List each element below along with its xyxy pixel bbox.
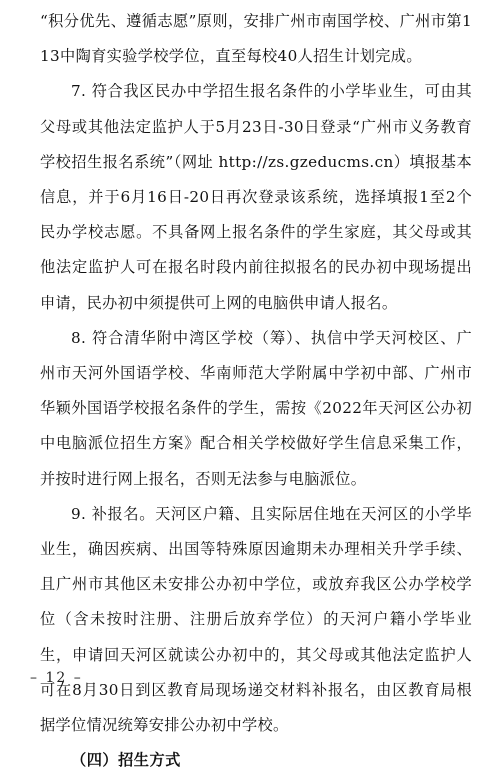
paragraph-points-priority: “积分优先、遵循志愿”原则，安排广州市南国学校、广州市第113中陶育实验学校学位，直至每校40人招生计划完成。 <box>40 12 472 66</box>
paragraph-item-7: 7. 符合我区民办中学招生报名条件的小学毕业生，可由其父母或其他法定监护人于5月23日-30日登录“广州市义务教育学校招生报名系统”（网址 http://zs.gzeducms.cn）填报基本信息，并于6月16日-20日再次登录该系统，选择填报1至2个民办学校志愿。不具备网上报名条件的学生家庭，其父母或其他法定监护人可在报名时段内前往拟报名的民办初中现场提出申请，民办初中须提供可上网的电脑供申请人报名。 <box>40 82 472 312</box>
document-body <box>40 4 472 778</box>
page-number: – 12 – <box>30 670 83 686</box>
paragraph-item-8: 8. 符合清华附中湾区学校（筹）、执信中学天河校区、广州市天河外国语学校、华南师范大学附属中学初中部、广州市华颖外国语学校报名条件的学生，需按《2022年天河区公办初中电脑派位招生方案》配合相关学校做好学生信息采集工作，并按时进行网上报名，否则无法参与电脑派位。 <box>40 328 472 488</box>
section-heading: （四）招生方式 <box>71 751 181 770</box>
paragraph-item-9: 9. 补报名。天河区户籍、且实际居住地在天河区的小学毕业生，确因疾病、出国等特殊原因逾期未办理相关升学手续、且广州市其他区未安排公办初中学位，或放弃我区公办学校学位（含未按时注册、注册后放弃学位）的天河户籍小学毕业生，申请回天河区就读公办初中的，其父母或其他法定监护人可在8月30日到区教育局现场递交材料补报名，由区教育局根据学位情况统筹安排公办初中学校。 <box>40 504 472 735</box>
